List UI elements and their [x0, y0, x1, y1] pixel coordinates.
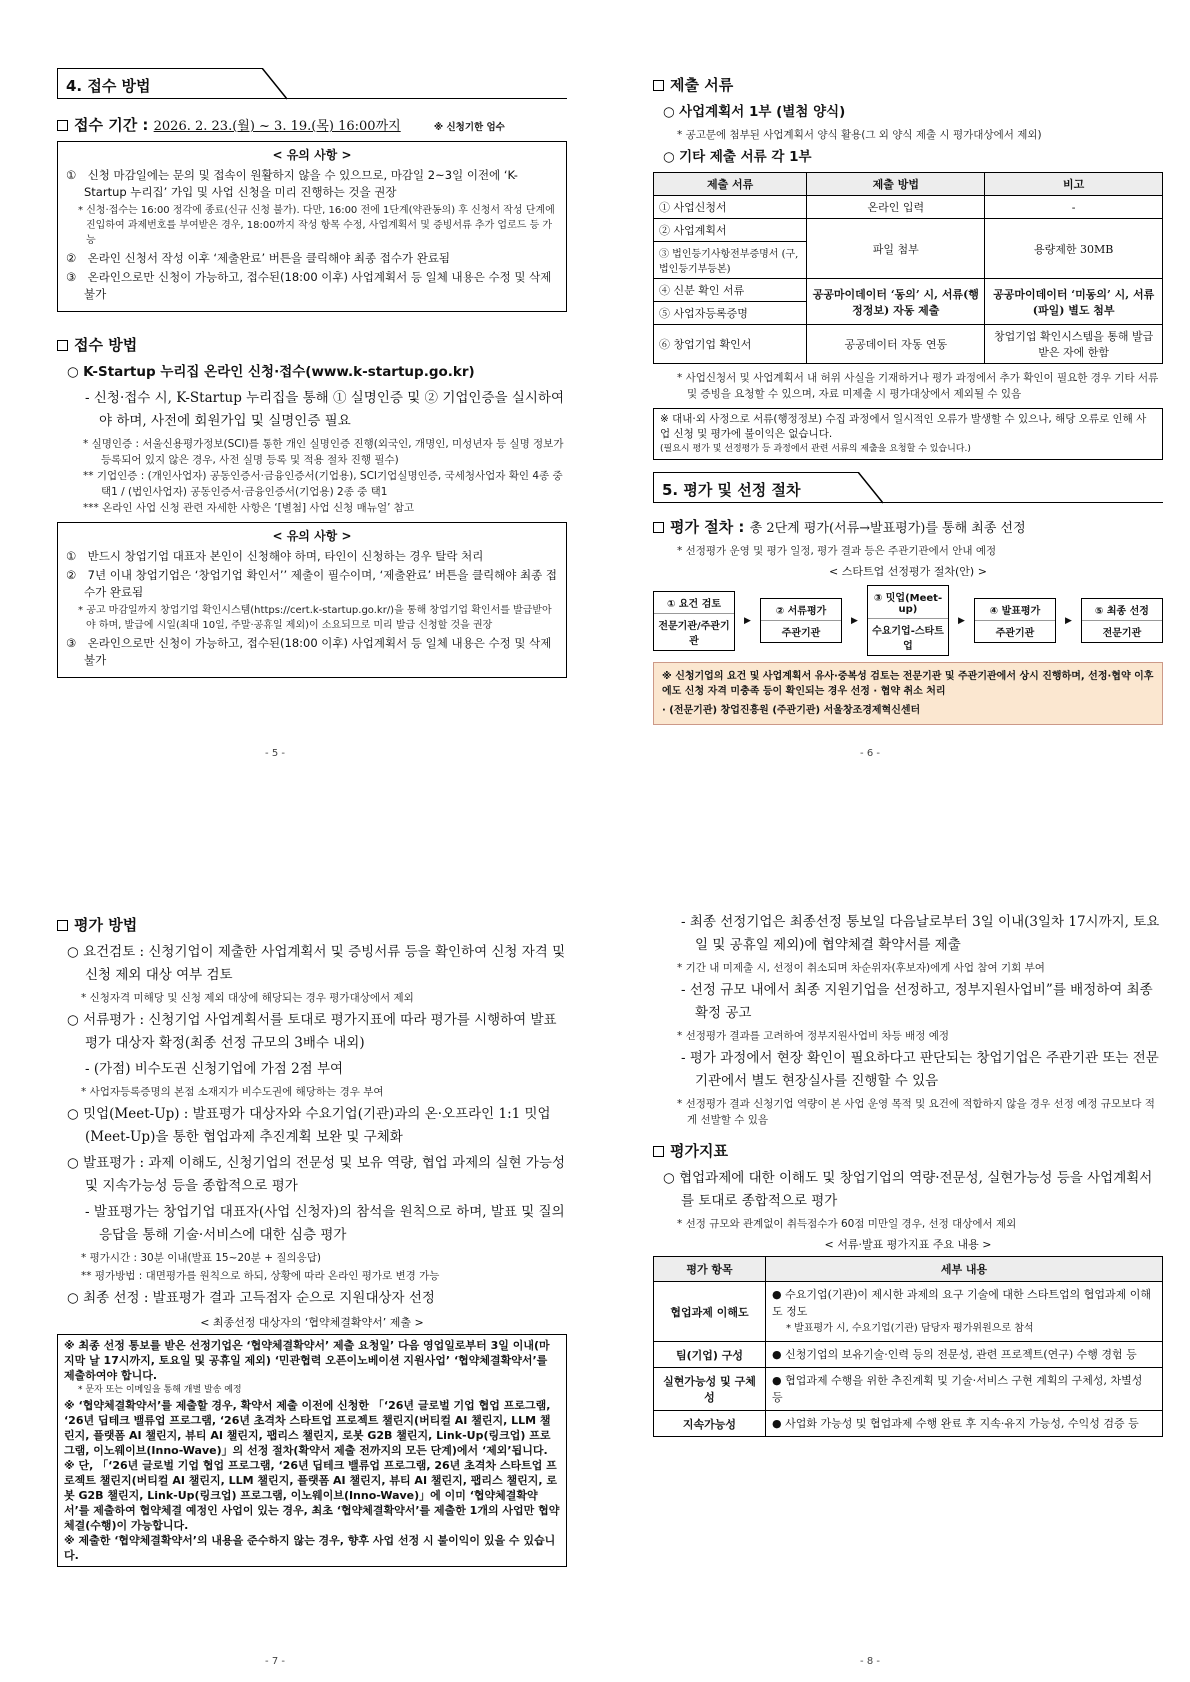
table-row: 지속가능성 ● 사업화 가능성 및 협업과제 수행 완료 후 지속·유지 가능성, 수익성 검증 등 — [654, 1411, 1163, 1437]
checkbox-square-icon — [653, 80, 664, 91]
bul-item: ○ 발표평가 : 과제 이해도, 신청기업의 전문성 및 보유 역량, 협업 과제의 실현 가능성 및 지속가능성 등을 종합적으로 평가 — [67, 1155, 566, 1194]
period-note: ※ 신청기한 엄수 — [433, 122, 505, 133]
page-6 — [653, 68, 1163, 828]
table-header: 비고 — [985, 173, 1163, 196]
bul-item: ○ 요건검토 : 신청기업이 제출한 사업계획서 및 증빙서류 등을 확인하여 신청 자격 및 신청 제외 대상 여부 검토 — [67, 944, 566, 983]
note-item: * 선정평가 결과를 고려하여 정부지원사업비 차등 배정 예정 — [677, 1030, 950, 1042]
arrow-right-icon: ▶ — [1064, 615, 1072, 626]
dash-item: - 발표평가는 창업기업 대표자(사업 신청자)의 참석을 원칙으로 하며, 발표 및 질의응답을 통해 기술·서비스에 대한 심층 평가 — [85, 1204, 565, 1243]
index-note: * 선정 규모와 관계없이 취득점수가 60점 미만일 경우, 선정 대상에서 제외 — [677, 1218, 1017, 1230]
flow-step: ② 서류평가 주관기관 — [760, 598, 842, 643]
note-item: * 평가시간 : 30분 이내(발표 15~20분 + 질의응답) — [81, 1252, 322, 1264]
table-row: ① 사업신청서 온라인 입력 - — [654, 196, 1163, 219]
docs-bullet-2: ○ 기타 제출 서류 각 1부 — [663, 149, 812, 165]
section-title: 4. 접수 방법 — [57, 68, 262, 98]
flow-caption: < 스타트업 선정평가 절차(안) > — [829, 565, 987, 578]
checkbox-square-icon — [57, 120, 68, 131]
notice-item: * 신청·접수는 16:00 정각에 종료(신규 신청 불가). 다만, 16:00 전에 1단계(약관동의) 후 신청서 작성 단계에 진입하여 과제번호를 부여받은 경우, 18:00까지 작성 항목 수정, 사업계획서 및 증빙서류 추가 업로드 등 가능 — [78, 205, 555, 246]
table-row: 협업과제 이해도 ● 수요기업(기관)이 제시한 과제의 요구 기술에 대한 스타트업의 협업과제 이해도 정도 * 발표평가 시, 수요기업(기관) 담당자 평가위원으로 참석 — [654, 1282, 1163, 1342]
note-item: * 기간 내 미제출 시, 선정이 취소되며 차순위자(후보자)에게 사업 참여 기회 부여 — [677, 962, 1045, 974]
section-header — [653, 472, 1163, 504]
table-header: 평가 항목 — [654, 1257, 766, 1282]
header-corner-icon — [257, 68, 287, 100]
page-number: - 5 - — [265, 748, 285, 759]
section-header — [57, 68, 567, 100]
flow-step: ⑤ 최종 선정 전문기관 — [1081, 598, 1163, 643]
eval-heading: 평가 절차 : 총 2단계 평가(서류→발표평가)를 통해 최종 선정 — [653, 516, 1163, 537]
table-row: ④ 신분 확인 서류 공공마이데이터 ‘동의’ 시, 서류(행정정보) 자동 제출 공공마이데이터 ‘미동의’ 시, 서류(파일) 별도 첨부 — [654, 279, 1163, 302]
table-header: 제출 서류 — [654, 173, 807, 196]
index-table — [653, 1256, 1163, 1437]
docs-table — [653, 172, 1163, 364]
table-header: 세부 내용 — [766, 1257, 1163, 1282]
docs-note: * 공고문에 첨부된 사업계획서 양식 활용(그 외 양식 제출 시 평가대상에서 제외) — [677, 129, 1042, 141]
notice-item: ① 반드시 창업기업 대표자 본인이 신청해야 하며, 타인이 신청하는 경우 탈락 처리 — [66, 549, 484, 563]
page-number: - 8 - — [860, 1656, 880, 1667]
checkbox-square-icon — [57, 920, 68, 931]
dash-item: - (가점) 비수도권 신청기업에 가점 2점 부여 — [85, 1061, 344, 1077]
flow-step: ④ 발표평가 주관기관 — [974, 598, 1056, 643]
notice-item: * 공고 마감일까지 창업기업 확인시스템(https://cert.k-startup.go.kr/)을 통해 창업기업 확인서를 발급받아야 하며, 발급에 시일(최대 10일, 주말·공휴일 제외)이 소요되므로 미리 발급 신청할 것을 권장 — [78, 605, 552, 631]
method-note: * 실명인증 : 서울신용평가정보(SCI)를 통한 개인 실명인증 진행(외국인, 개명인, 미성년자 등 실명 정보가 등록되어 있지 않은 경우, 사전 실명 등록 및 적용 절차 진행 필수) — [83, 438, 564, 466]
index-caption: < 서류·발표 평가지표 주요 내용 > — [824, 1238, 992, 1251]
eval-method-heading: 평가 방법 — [57, 914, 567, 935]
checkbox-square-icon — [653, 1146, 664, 1157]
pledge-caption: < 최종선정 대상자의 ‘협약체결확약서’ 제출 > — [200, 1316, 424, 1329]
method-note: ** 기업인증 : (개인사업자) 공동인증서·금융인증서(기업용), SCI기업실명인증, 국세청사업자 확인 4종 중 택1 / (법인사업자) 공동인증서·금융인증서(기업용) 2종 중 택1 — [83, 470, 563, 498]
notice-box-title: < 유의 사항 > — [272, 148, 352, 162]
arrow-right-icon: ▶ — [744, 615, 751, 626]
period-value: 2026. 2. 23.(월) ~ 3. 19.(목) 16:00까지 — [153, 119, 401, 134]
index-bullet: ○ 협업과제에 대한 이해도 및 창업기업의 역량·전문성, 실현가능성 등을 사업계획서를 토대로 종합적으로 평가 — [663, 1170, 1153, 1209]
notice-box-1 — [57, 141, 567, 312]
note-item: * 사업자등록증명의 본점 소재지가 비수도권에 해당하는 경우 부여 — [81, 1086, 384, 1098]
docs-heading: 제출 서류 — [653, 74, 1163, 95]
notice-item: ② 온라인 신청서 작성 이후 ‘제출완료’ 버튼을 클릭해야 최종 접수가 완료됨 — [66, 251, 451, 265]
table-row: ⑤ 사업자등록증명 — [654, 302, 1163, 325]
pledge-box: ※ 최종 선정 통보를 받은 선정기업은 ‘협약체결확약서’ 제출 요청일’ 다음 영업일로부터 3일 이내(마지막 날 17시까지, 토요일 및 공휴일 제외) ‘민관협력 오픈이노베이션 지원사업’ ‘협약체결확약서’를 제출하여야 합니다. * 문자 또는 이메일을 통해 개별 발송 예정 ※ ‘협약체결확약서’를 제출할 경우, 확약서 제출 이전에 신청한 「‘26년 글로벌 기업 협업 프로그램, ‘26년 딥테크 밸류업 프로그램, ‘26년 초격차 스타트업 프로젝트 챌린지(버티컬 AI 챌린지, LLM 챌린지, 플랫폼 AI 챌린지, 뷰티 AI 챌린지, 팹리스 챌린지, 로봇 G2B 챌린지, Link-Up(링크업) 프로그램, 이노웨이브(Inno-Wave)」의 선정 절차(확약서 제출 전까지의 모든 단계)에서 ‘제외’됩니다. ※ 단, 「‘26년 글로벌 기업 협업 프로그램, ‘26년 딥테크 밸류업 프로그램, 26년 초격차 스타트업 프로젝트 챌린지(버티컬 AI 챌린지, LLM 챌린지, 플랫폼 AI 챌린지, 뷰티 AI 챌린지, 팹리스 챌린지, 로봇 G2B 챌린지, Link-Up(링크업) 프로그램, 이노웨이브(Inno-Wave)」에 이미 ‘협약체결확약서’를 제출하여 협약체결 예정인 사업이 있는 경우, 최초 ‘협약체결확약서’를 제출한 1개의 사업만 협약체결(수행)이 가능합니다. ※ 제출한 ‘협약체결확약서’의 내용을 준수하지 않는 경우, 향후 사업 선정 시 불이익이 있을 수 있습니다. — [57, 1334, 567, 1567]
notice-item: ① 신청 마감일에는 문의 및 접속이 원활하지 않을 수 있으므로, 마감일 2~3일 이전에 ‘K-Startup 누리집’ 가입 및 사업 신청을 미리 진행하는 것을 권장 — [66, 168, 518, 199]
note-item: ** 평가방법 : 대면평가를 원칙으로 하되, 상황에 따라 온라인 평가로 변경 가능 — [81, 1270, 440, 1282]
notice-item: ③ 온라인으로만 신청이 가능하고, 접수된(18:00 이후) 사업계획서 등 일체 내용은 수정 및 삭제 불가 — [66, 270, 552, 301]
table-note: * 사업신청서 및 사업계획서 내 허위 사실을 기재하거나 평가 과정에서 추가 확인이 필요한 경우 기타 서류 및 증빙을 요청할 수 있으며, 자료 미제출 시 평가대상에서 제외될 수 있음 — [677, 372, 1159, 400]
method-bullet: ○ K-Startup 누리집 온라인 신청·접수(www.k-startup.go.kr) — [67, 364, 475, 380]
notice-item: ③ 온라인으로만 신청이 가능하고, 접수된(18:00 이후) 사업계획서 등 일체 내용은 수정 및 삭제 불가 — [66, 636, 552, 667]
arrow-right-icon: ▶ — [958, 615, 965, 626]
bul-item: ○ 밋업(Meet-Up) : 발표평가 대상자와 수요기업(기관)과의 온·오프라인 1:1 밋업(Meet-Up)을 통한 협업과제 추진계획 보완 및 구체화 — [67, 1106, 551, 1145]
table-row: 실현가능성 및 구체성 ● 협업과제 수행을 위한 추진계획 및 기술·서비스 구현 계획의 구체성, 차별성 등 — [654, 1368, 1163, 1411]
bul-item: ○ 서류평가 : 신청기업 사업계획서를 토대로 평가지표에 따라 평가를 시행하여 발표평가 대상자 확정(최종 선정 규모의 3배수 내외) — [67, 1012, 557, 1051]
notice-box-title: < 유의 사항 > — [272, 529, 352, 543]
table-row: ⑥ 창업기업 확인서 공공데이터 자동 연동 창업기업 확인시스템을 통해 발급받은 자에 한함 — [654, 325, 1163, 364]
method-dash: - 신청·접수 시, K-Startup 누리집을 통해 ① 실명인증 및 ② 기업인증을 실시하여야 하며, 사전에 회원가입 및 실명인증 필요 — [85, 390, 564, 429]
flow-step: ③ 밋업(Meet-up) 수요기업-스타트업 — [867, 585, 949, 656]
dash-item: - 선정 규모 내에서 최종 지원기업을 선정하고, 정부지원사업비”를 배정하여 최종 확정 공고 — [681, 982, 1153, 1021]
page-7 — [57, 908, 567, 1638]
arrow-right-icon: ▶ — [851, 615, 858, 626]
checkbox-square-icon — [57, 340, 68, 351]
index-heading: 평가지표 — [653, 1140, 1163, 1161]
note-item: * 신청자격 미해당 및 신청 제외 대상에 해당되는 경우 평가대상에서 제외 — [81, 992, 414, 1004]
table-row: 팀(기업) 구성 ● 신청기업의 보유기술·인력 등의 전문성, 관련 프로젝트(연구) 수행 경험 등 — [654, 1342, 1163, 1368]
flow-step: ① 요건 검토 전문기관/주관기관 — [653, 591, 735, 651]
section-title: 5. 평가 및 선정 절차 — [653, 472, 858, 502]
table-row: ③ 법인등기사항전부증명서 (구, 법인등기부등본) — [654, 242, 1163, 279]
docs-bullet-1: ○ 사업계획서 1부 (별첨 양식) — [663, 104, 846, 120]
notice-box-2 — [57, 522, 567, 678]
method-heading: 접수 방법 — [57, 334, 567, 355]
page-5 — [57, 68, 567, 828]
checkbox-square-icon — [653, 522, 664, 533]
header-corner-icon — [853, 472, 883, 504]
method-note: *** 온라인 사업 신청 관련 자세한 사항은 ‘[별첨] 사업 신청 매뉴얼’ 참고 — [83, 502, 415, 514]
eval-flow — [653, 585, 1163, 656]
page-8 — [653, 908, 1163, 1638]
bul-item: ○ 최종 선정 : 발표평가 결과 고득점자 순으로 지원대상자 선정 — [67, 1290, 435, 1306]
table-row: ② 사업계획서 파일 첨부 용량제한 30MB — [654, 219, 1163, 242]
dash-item: - 평가 과정에서 현장 확인이 필요하다고 판단되는 창업기업은 주관기관 또는 전문기관에서 별도 현장실사를 진행할 수 있음 — [681, 1050, 1159, 1089]
notice-item: ② 7년 이내 창업기업은 ‘창업기업 확인서’’ 제출이 필수이며, ‘제출완료’ 버튼을 클릭해야 최종 접수가 완료됨 — [66, 568, 558, 599]
page-number: - 7 - — [265, 1656, 285, 1667]
note-item: * 선정평가 결과 신청기업 역량이 본 사업 운영 목적 및 요건에 적합하지 않을 경우 선정 예정 규모보다 적게 선발할 수 있음 — [677, 1098, 1155, 1126]
warn-box: ※ 대내·외 사정으로 서류(행정정보) 수집 과정에서 일시적인 오류가 발생할 수 있으나, 해당 오류로 인해 사업 신청 및 평가에 불이익은 없습니다. (필요시 평가 및 선정평가 등 과정에서 관련 서류의 제출을 요청할 수 있습니다.) — [653, 408, 1163, 460]
dash-item: - 최종 선정기업은 최종선정 통보일 다음날로부터 3일 이내(3일차 17시까지, 토요일 및 공휴일 제외)에 협약체결 확약서를 제출 — [681, 914, 1160, 953]
eval-note: * 선정평가 운영 및 평가 일정, 평가 결과 등은 주관기관에서 안내 예정 — [677, 545, 997, 557]
table-header: 제출 방법 — [807, 173, 985, 196]
notice-shaded: ※ 신청기업의 요건 및 사업계획서 유사·중복성 검토는 전문기관 및 주관기관에서 상시 진행하며, 선정·협약 이후에도 신청 자격 미충족 등이 확인되는 경우 선정 · 협약 취소 처리 · (전문기관) 창업진흥원 (주관기관) 서울창조경제혁신센터 — [653, 662, 1163, 725]
period-heading: 접수 기간 : 2026. 2. 23.(월) ~ 3. 19.(목) 16:00까지 ※ 신청기한 엄수 — [57, 114, 567, 135]
page-number: - 6 - — [860, 748, 880, 759]
